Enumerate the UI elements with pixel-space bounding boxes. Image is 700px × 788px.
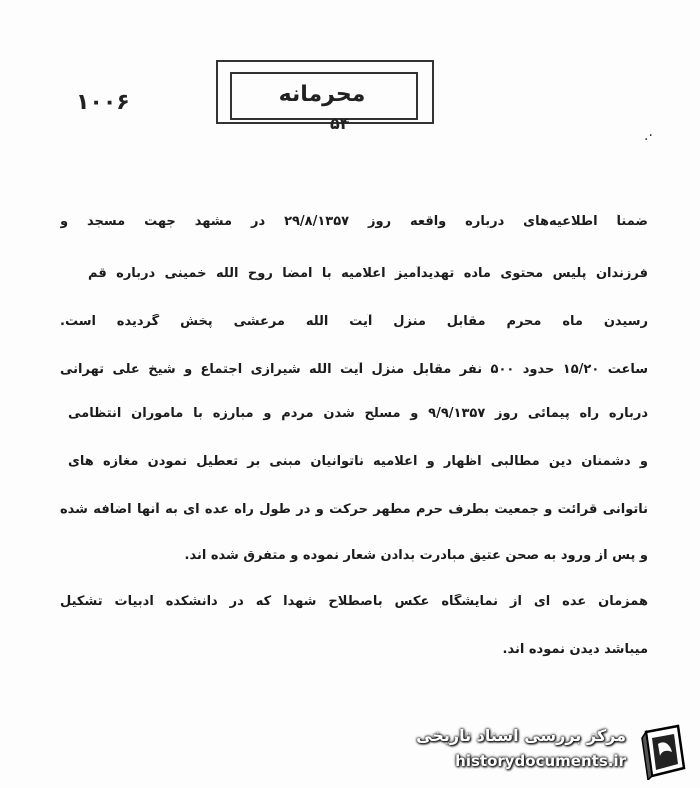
body-line: میباشد دیدن نموده اند. xyxy=(502,642,648,657)
body-line: رسیدن ماه محرم مقابل منزل آیت الله مرعشی پخش گردیده است. xyxy=(60,314,648,329)
body-line: و پس از ورود به صحن عتیق مبادرت بدادن شعار نموده و متفرق شده اند. xyxy=(184,548,648,563)
classification-stamp: محرمانه xyxy=(278,81,366,107)
body-line: و دشمنان دین مطالبی اظهار و اعلامیه ناتوانیان مبنی بر تعطیل نمودن مغازه های xyxy=(68,454,648,469)
stamp-subscript: ۵۴ xyxy=(330,114,350,133)
book-logo-icon xyxy=(638,722,692,780)
body-line: فرزندان پلیس محتوی ماده تهدیدآمیز اعلامیه با امضا روح الله خمینی درباره قم xyxy=(88,266,648,281)
watermark-title: مرکز بررسی اسناد تاریخی xyxy=(416,726,626,745)
body-line: ضمناً اطلاعیه‌های درباره واقعه روز ۲۹/۸/۱۳۵۷ در مشهد جهت مسجد و xyxy=(60,214,648,229)
body-line: همزمان عده ای از نمایشگاه عکس باصطلاح شهدا که در دانشکده ادبیات تشکیل xyxy=(60,594,648,609)
body-line: ناتوانی قرائت و جمعیت بطرف حرم مطهر حرکت و در طول راه عده ای به آنها اضافه شده xyxy=(60,502,648,517)
watermark-url: historydocuments.ir xyxy=(455,752,626,770)
body-line: درباره راه پیمائی روز ۹/۹/۱۳۵۷ و مسلح شدن مردم و مبارزه با ماموران انتظامی xyxy=(68,406,648,421)
body-line: ساعت ۱۵/۲۰ حدود ۵۰۰ نفر مقابل منزل آیت الله شیرازی اجتماع و شیخ علی تهرانی xyxy=(60,362,648,377)
document-number: ۱۰۰۶ xyxy=(76,90,130,115)
watermark xyxy=(410,722,692,780)
corner-mark: .· xyxy=(644,128,653,144)
